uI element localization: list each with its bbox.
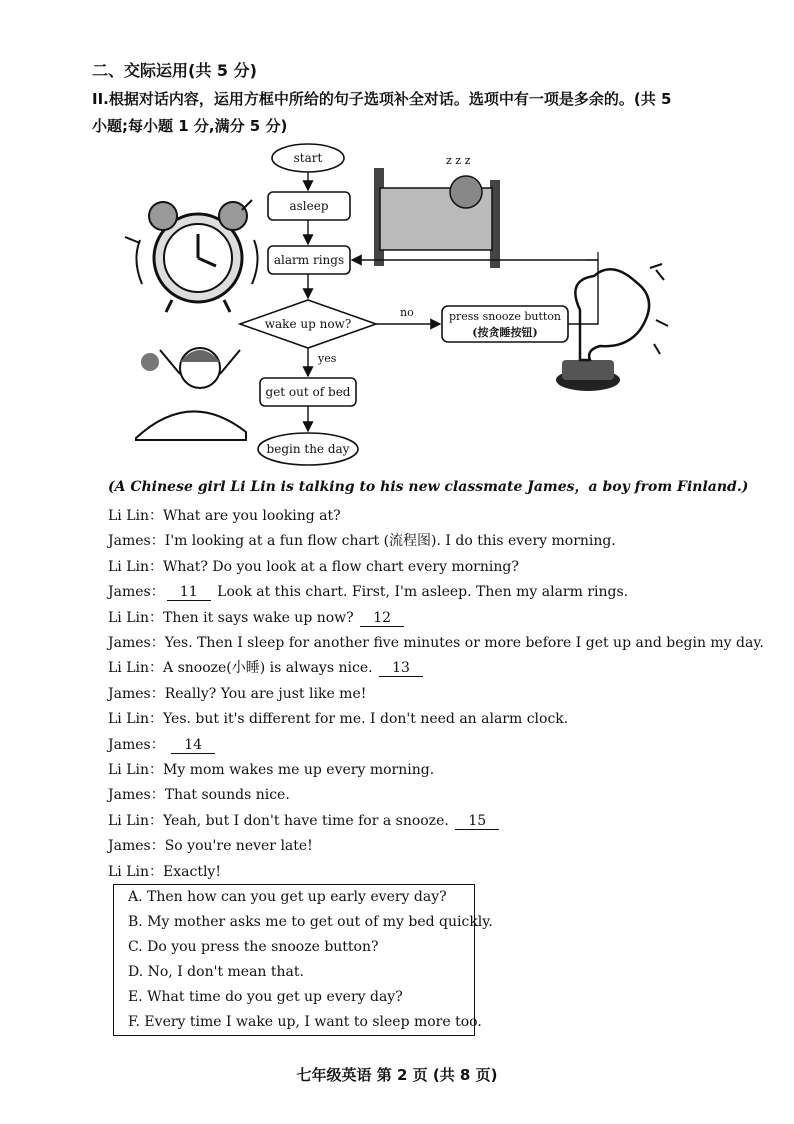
- dialogue-line: Li Lin：Exactly!: [108, 863, 221, 880]
- dialogue-line: James：That sounds nice.: [108, 787, 290, 804]
- speaker-text: Li Lin：A snooze(小睡) is always nice.: [108, 660, 378, 677]
- label-get-out: get out of bed: [265, 385, 351, 399]
- answer-blank[interactable]: 13: [379, 660, 423, 677]
- label-decision: wake up now?: [264, 317, 352, 331]
- dialogue-context: (A Chinese girl Li Lin is talking to his new classmate James，a boy from Finland.): [108, 479, 749, 495]
- dialogue-line: James：I'm looking at a fun flow chart (流程图). I do this every morning.: [108, 533, 616, 550]
- label-alarm-rings: alarm rings: [273, 253, 345, 267]
- dialogue-line: James：Yes. Then I sleep for another five minutes or more before I get up and begin my day.: [108, 635, 764, 651]
- label-begin: begin the day: [266, 442, 350, 456]
- alarm-clock-icon: [125, 200, 258, 312]
- label-snooze-1: press snooze button: [448, 310, 562, 323]
- label-start: start: [293, 151, 323, 165]
- speaker-text: Li Lin：Yeah, but I don't have time for a snooze.: [108, 812, 454, 829]
- speaker-text: Li Lin：Then it says wake up now?: [108, 609, 359, 626]
- dialogue-line: Li Lin：What? Do you look at a flow chart every morning?: [108, 558, 519, 575]
- flowchart-figure: [0, 140, 794, 470]
- speaker-text: James：: [108, 736, 170, 753]
- waking-girl-icon: [136, 348, 246, 440]
- dialogue-line: Li Lin：What are you looking at?: [108, 508, 341, 524]
- answer-blank[interactable]: 11: [167, 584, 211, 601]
- label-yes: yes: [318, 352, 337, 365]
- answer-blank[interactable]: 15: [455, 813, 499, 830]
- dialogue-line: Li Lin：Yes. but it's different for me. I don't need an alarm clock.: [108, 711, 569, 728]
- dialogue-line: James：Really? You are just like me!: [108, 685, 367, 702]
- bed-sleeping-icon: [374, 154, 500, 268]
- line-continuation: Look at this chart. First, I'm asleep. Then my alarm rings.: [212, 584, 629, 601]
- hand-pressing-button-icon: [556, 252, 668, 391]
- dialogue-line: Li Lin：My mom wakes me up every morning.: [108, 762, 435, 778]
- dialogue-line: [108, 810, 501, 830]
- dialogue-line: [108, 657, 425, 677]
- label-snooze-2: (按贪睡按钮): [472, 326, 538, 339]
- option-d: D. No, I don't mean that.: [128, 964, 304, 980]
- page-footer: 七年级英语 第 2 页 (共 8 页): [296, 1066, 498, 1084]
- label-asleep: asleep: [289, 199, 329, 213]
- label-no: no: [400, 306, 414, 319]
- dialogue-line: James：So you're never late!: [108, 838, 313, 855]
- dialogue-line: [108, 607, 406, 627]
- instruction-line-1: II.根据对话内容，运用方框中所给的句子选项补全对话。选项中有一项是多余的。(共 5: [92, 90, 672, 108]
- answer-blank[interactable]: 12: [360, 610, 404, 627]
- option-f: F. Every time I wake up, I want to sleep more too.: [128, 1014, 482, 1030]
- svg-text:z z z: z z z: [446, 154, 471, 167]
- dialogue-line: [108, 734, 217, 754]
- speaker-text: James：: [108, 584, 165, 601]
- options-box: [113, 884, 493, 1036]
- option-b: B. My mother asks me to get out of my bed quickly.: [128, 914, 493, 930]
- answer-blank[interactable]: 14: [171, 737, 215, 754]
- option-c: C. Do you press the snooze button?: [128, 939, 379, 955]
- option-a: A. Then how can you get up early every day?: [128, 889, 447, 905]
- instruction-line-2: 小题;每小题 1 分,满分 5 分): [92, 117, 288, 135]
- section-title: 二、交际运用(共 5 分): [92, 61, 257, 80]
- dialogue-line: [108, 581, 628, 601]
- option-e: E. What time do you get up every day?: [128, 989, 403, 1005]
